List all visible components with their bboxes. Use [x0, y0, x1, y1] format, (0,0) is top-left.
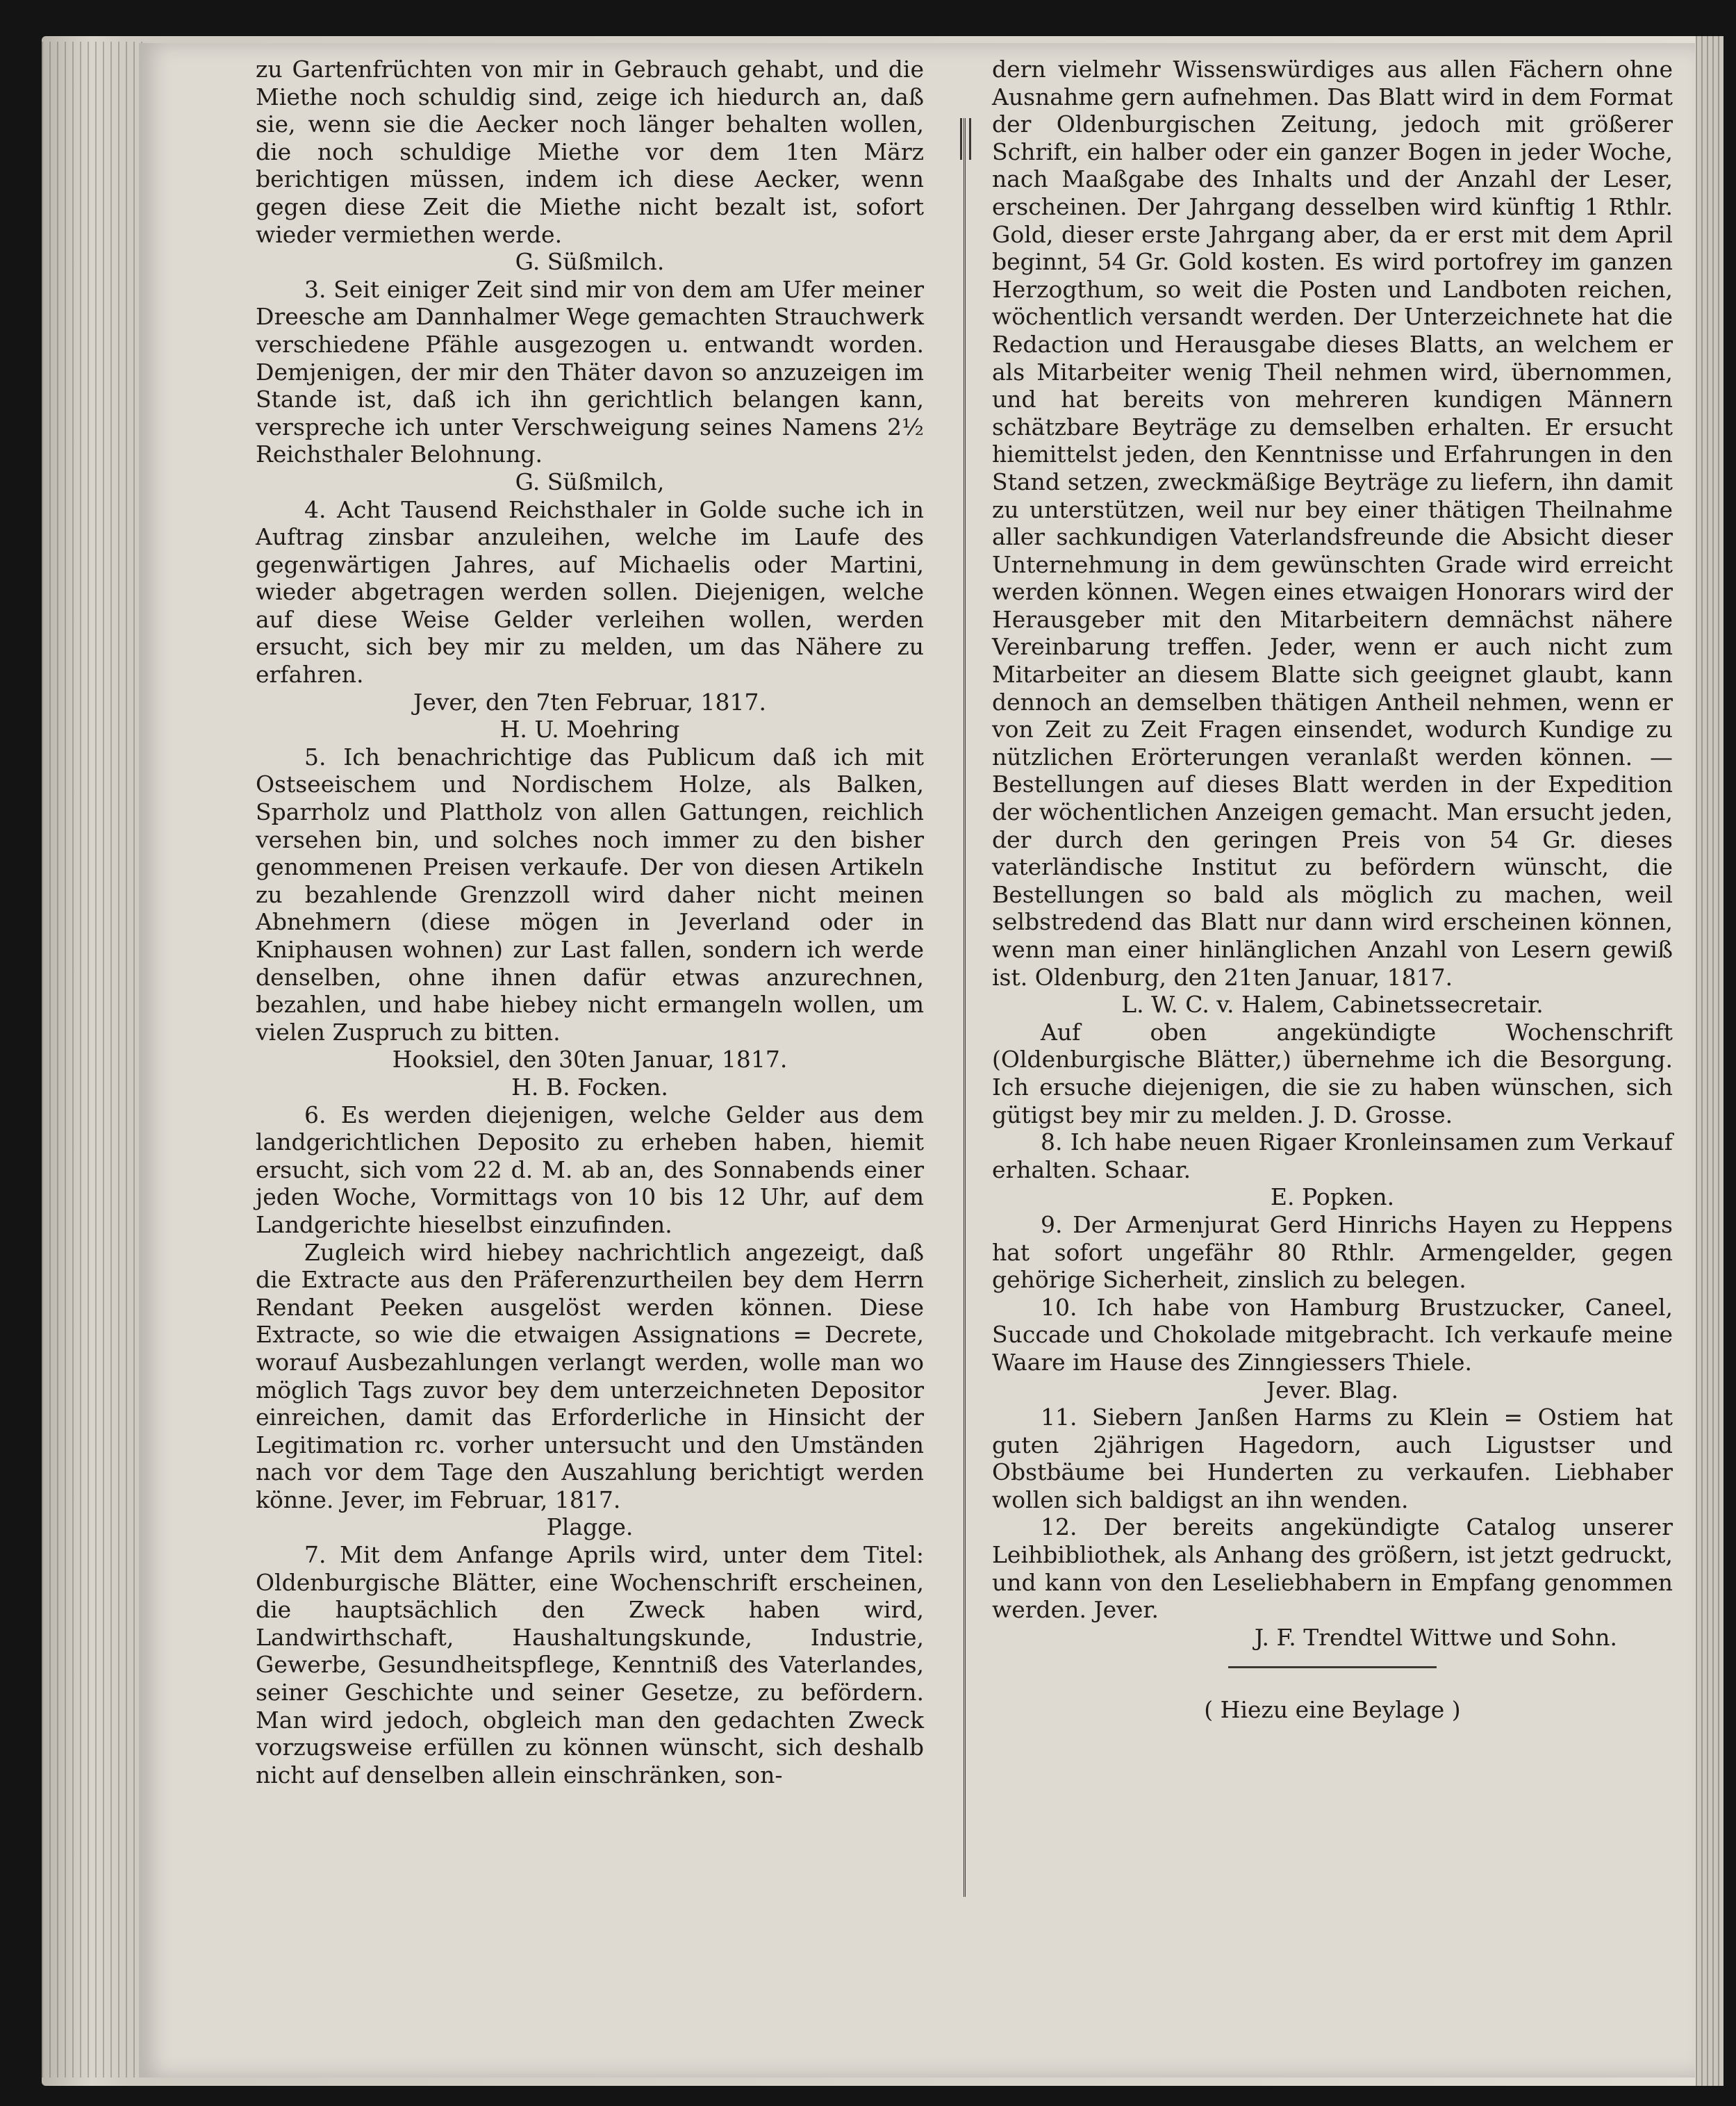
paragraph: 7. Mit dem Anfange Aprils wird, unter dem Titel: Oldenburgische Blätter, eine Wochenschrift erscheinen, die hauptsächlich den Zweck haben wird, Landwirthschaft, Haushaltungskunde, Industrie, Gewerbe, Gesundheitspflege, Kenntniß des Vaterlandes, seiner Geschichte und seiner Gesetze, zu befördern. Man wird jedoch, obgleich man den gedachten Zweck vorzugsweise erfüllen zu können wünscht, sich deshalb nicht auf denselben allein einschränken, son- — [256, 1541, 924, 1788]
right-column — [992, 56, 1673, 1724]
paragraph: 11. Siebern Janßen Harms zu Klein = Ostiem hat guten 2jährigen Hagedorn, auch Ligustser und Obstbäume bei Hunderten zu verkaufen. Liebhaber wollen sich baldigst an ihn wenden. — [992, 1404, 1673, 1513]
page-edges — [42, 42, 146, 2078]
paragraph: 5. Ich benachrichtige das Publicum daß ich mit Ostseeischem und Nordischem Holze, als Balken, Sparrholz und Plattholz von allen Gattungen, reichlich versehen bin, und solches noch immer zu den bisher genommenen Preisen verkaufe. Der von diesen Artikeln zu bezahlende Grenzzoll wird daher nicht meinen Abnehmern (diese mögen in Jeverland oder in Kniphausen wohnen) zur Last fallen, sondern ich werde denselben, ohne ihnen dafür etwas anzurechnen, bezahlen, und habe hiebey nicht ermangeln wollen, um vielen Zuspruch zu bitten. — [256, 743, 924, 1046]
column-rule-top — [960, 118, 971, 160]
paragraph: 10. Ich habe von Hamburg Brustzucker, Caneel, Succade und Chokolade mitgebracht. Ich verkaufe meine Waare im Hause des Zinngiessers Thiele. — [992, 1293, 1673, 1376]
signature-line: H. B. Focken. — [511, 1073, 668, 1101]
paragraph: 8. Ich habe neuen Rigaer Kronleinsamen zum Verkauf erhalten. Schaar. — [992, 1128, 1673, 1183]
paragraph: 6. Es werden diejenigen, welche Gelder aus dem landgerichtlichen Deposito zu erheben haben, hiemit ersucht, sich vom 22 d. M. ab an, des Sonnabends einer jeden Woche, Vormittags von 10 bis 12 Uhr, auf dem Landgerichte hieselbst einzufinden. — [256, 1101, 924, 1238]
paragraph: Auf oben angekündigte Wochenschrift (Oldenburgische Blätter,) übernehme ich die Besorgung. Ich ersuche diejenigen, die sie zu haben wünschen, sich gütigst bey mir zu melden. J. D. Grosse. — [992, 1018, 1673, 1128]
signature-line: Jever. Blag. — [1266, 1376, 1399, 1404]
paragraph: zu Gartenfrüchten von mir in Gebrauch gehabt, und die Miethe noch schuldig sind, zeige ich hiedurch an, daß sie, wenn sie die Aecker noch länger behalten wollen, die noch schuldige Miethe vor dem 1ten März berichtigen müssen, indem ich diese Aecker, wenn gegen diese Zeit die Miethe nicht bezalt ist, sofort wieder vermiethen werde. — [256, 56, 924, 248]
paragraph: 9. Der Armenjurat Gerd Hinrichs Hayen zu Heppens hat sofort ungefähr 80 Rthlr. Armengelder, gegen gehörige Sicherheit, zinslich zu belegen. — [992, 1210, 1673, 1294]
signature-line: G. Süßmilch. — [515, 248, 665, 276]
left-column — [256, 56, 924, 1788]
divider-rule — [1228, 1666, 1437, 1668]
paragraph: Zugleich wird hiebey nachrichtlich angezeigt, daß die Extracte aus den Präferenzurtheilen bey dem Herrn Rendant Peeken ausgelöst werden können. Diese Extracte, so wie die etwaigen Assignations = Decrete, worauf Ausbezahlungen verlangt werden, wolle man wo möglich Tags zuvor bey dem unterzeichneten Depositor einreichen, damit das Erforderliche in Hinsicht der Legitimation rc. vorher untersucht und den Umständen nach vor dem Tage den Auszahlung berichtigt werden könne. Jever, im Februar, 1817. — [256, 1238, 924, 1513]
right-page-edges — [1696, 36, 1723, 2086]
paragraph: 12. Der bereits angekündigte Catalog unserer Leihbibliothek, als Anhang des größern, ist jetzt gedruckt, und kann von den Leseliebhabern in Empfang genommen werden. Jever. — [992, 1513, 1673, 1624]
supplement-note: ( Hiezu eine Beylage ) — [1204, 1696, 1461, 1724]
paragraph: dern vielmehr Wissenswürdiges aus allen Fächern ohne Ausnahme gern aufnehmen. Das Blatt wird in dem Format der Oldenburgischen Zeitung, jedoch mit größerer Schrift, ein halber oder ein ganzer Bogen in jeder Woche, nach Maaßgabe des Inhalts und der Anzahl der Leser, erscheinen. Der Jahrgang desselben wird künftig 1 Rthlr. Gold, dieser erste Jahrgang aber, da er erst mit dem April beginnt, 54 Gr. Gold kosten. Es wird portofrey im ganzen Herzogthum, so weit die Posten und Landboten reichen, wöchentlich versandt werden. Der Unterzeichnete hat die Redaction und Herausgabe dieses Blatts, an welchem er als Mitarbeiter wenig Theil nehmen wird, übernommen, und hat bereits von mehreren kundigen Männern schätzbare Beyträge zu demselben erhalten. Er ersucht hiemittelst jeden, den Kenntnisse und Erfahrungen in den Stand setzen, zweckmäßige Beyträge zu liefern, ihn damit zu unterstützen, weil nur bey einer thätigen Theilnahme aller sachkundigen Vaterlandsfreunde die Absicht dieser Unternehmung in dem gewünschten Grade wird erreicht werden können. Wegen eines etwaigen Honorars wird der Herausgeber mit den Mitarbeitern demnächst nähere Vereinbarung treffen. Jeder, wenn er auch nicht zum Mitarbeiter an diesem Blatte sich geeignet glaubt, kann dennoch an demselben thätigen Antheil nehmen, wenn er von Zeit zu Zeit Fragen einsendet, wodurch Kundige zu nützlichen Erörterungen veranlaßt werden können. — Bestellungen auf dieses Blatt werden in der Expedition der wöchentlichen Anzeigen gemacht. Man ersucht jeden, der durch den geringen Preis von 54 Gr. dieses vaterländische Institut zu befördern wünscht, die Bestellungen so bald als möglich zu machen, weil selbstredend das Blatt nur dann wird erscheinen können, wenn man einer hinlänglichen Anzahl von Lesern gewiß ist. Oldenburg, den 21ten Januar, 1817. — [992, 56, 1673, 991]
signature-line: H. U. Moehring — [499, 716, 680, 743]
right-column-body — [992, 56, 1673, 1651]
signature-line: G. Süßmilch, — [515, 468, 665, 495]
paragraph: 3. Seit einiger Zeit sind mir von dem am Ufer meiner Dreesche am Dannhalmer Wege gemachten Strauchwerk verschiedene Pfähle ausgezogen u. entwandt worden. Demjenigen, der mir den Thäter davon so anzuzeigen im Stande ist, daß ich ihn gerichtlich belangen kann, verspreche ich unter Verschweigung seines Namens 2½ Reichsthaler Belohnung. — [256, 275, 924, 468]
signature-line: Hooksiel, den 30ten Januar, 1817. — [392, 1046, 788, 1073]
signature-line: L. W. C. v. Halem, Cabinetssecretair. — [1121, 991, 1544, 1019]
signature-line: Jever, den 7ten Februar, 1817. — [413, 688, 767, 716]
paragraph: 4. Acht Tausend Reichsthaler in Golde suche ich in Auftrag zinsbar anzuleihen, welche im Laufe des gegenwärtigen Jahres, auf Michaelis oder Martini, wieder abgetragen werden sollen. Diejenigen, welche auf diese Weise Gelder verleihen wollen, werden ersucht, sich bey mir zu melden, um das Nähere zu erfahren. — [256, 495, 924, 689]
signature-line: E. Popken. — [1270, 1183, 1395, 1211]
signature-line: Plagge. — [546, 1513, 634, 1541]
column-rule — [964, 118, 966, 1897]
signature-line: J. F. Trendtel Wittwe und Sohn. — [1254, 1623, 1617, 1651]
